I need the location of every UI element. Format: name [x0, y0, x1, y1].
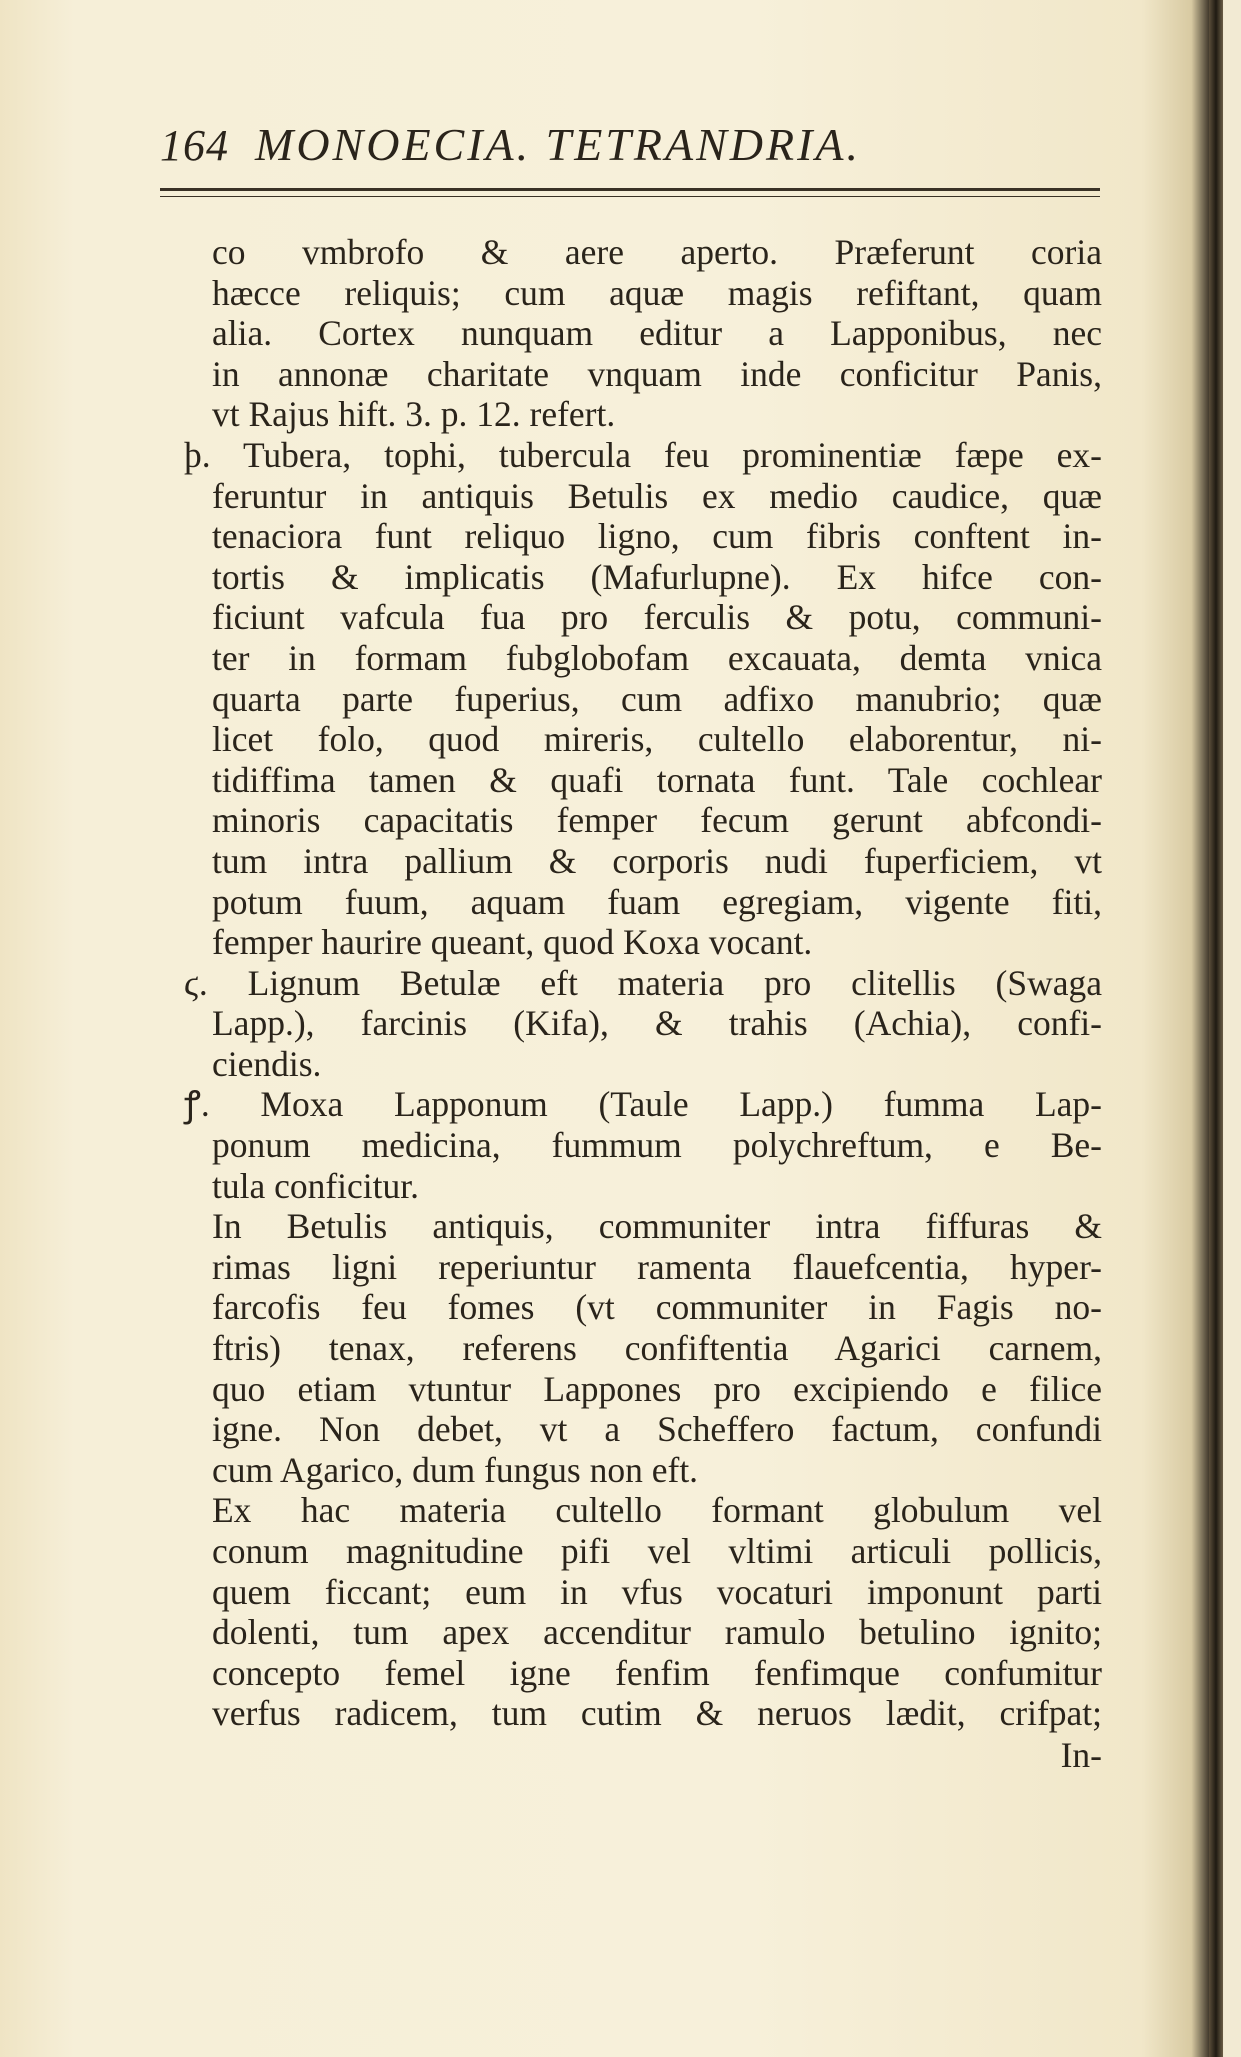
text-line: vt Rajus hift. 3. p. 12. refert.: [212, 394, 616, 435]
text-line: igne. Non debet, vt a Scheffero factum, confundi: [212, 1409, 1102, 1450]
text-line: tula conficitur.: [212, 1165, 420, 1206]
text-line: þ. Tubera, tophi, tubercula feu prominentiæ fæpe ex-: [184, 434, 1102, 475]
text-line: licet folo, quod mireris, cultello elaborentur, ni-: [212, 719, 1102, 760]
running-title: MONOECIA. TETRANDRIA.: [255, 119, 862, 170]
header-rule: [160, 188, 1100, 197]
text-line: hæcce reliquis; cum aquæ magis refiftant, quam: [212, 272, 1102, 313]
text-line: rimas ligni reperiuntur ramenta flauefcentia, hyper-: [212, 1246, 1102, 1287]
text-line: quem ficcant; eum in vfus vocaturi imponunt parti: [212, 1571, 1102, 1612]
text-line: alia. Cortex nunquam editur a Lapponibus, nec: [212, 313, 1102, 354]
text-line: potum fuum, aquam fuam egregiam, vigente fiti,: [212, 881, 1102, 922]
text-line: minoris capacitatis femper fecum gerunt abfcondi-: [212, 800, 1102, 841]
text-line: verfus radicem, tum cutim & neruos lædit, crifpat;: [212, 1693, 1102, 1734]
text-line: feruntur in antiquis Betulis ex medio caudice, quæ: [212, 475, 1102, 516]
text-line: ftris) tenax, referens confiftentia Agarici carnem,: [212, 1328, 1102, 1369]
catchword: In-: [1060, 1734, 1102, 1775]
text-line: tenaciora funt reliquo ligno, cum fibris conftent in-: [212, 516, 1102, 557]
text-line: dolenti, tum apex accenditur ramulo betulino ignito;: [212, 1612, 1102, 1653]
text-line: ciendis.: [212, 1043, 322, 1084]
text-line: quarta parte fuperius, cum adfixo manubrio; quæ: [212, 678, 1102, 719]
page-header: [160, 118, 1100, 171]
text-line: ϛ. Lignum Betulæ eft materia pro clitellis (Swaga: [184, 962, 1102, 1003]
text-line: tidiffima tamen & quafi tornata funt. Tale cochlear: [212, 759, 1102, 800]
text-line: co vmbrofo & aere aperto. Præferunt coria: [212, 232, 1102, 272]
text-line: ficiunt vafcula fua pro ferculis & potu, communi-: [212, 597, 1102, 638]
text-line: ter in formam fubglobofam excauata, demta vnica: [212, 637, 1102, 678]
text-line: conum magnitudine pifi vel vltimi articuli pollicis,: [212, 1531, 1102, 1571]
text-line: ponum medicina, fummum polychreftum, e Be-: [212, 1125, 1102, 1166]
text-line: in annonæ charitate vnquam inde conficitur Panis,: [212, 353, 1102, 394]
text-line: concepto femel igne fenfim fenfimque confumitur: [212, 1652, 1102, 1693]
text-line: In Betulis antiquis, communiter intra fiffuras &: [212, 1206, 1102, 1247]
text-line: cum Agarico, dum fungus non eft.: [212, 1449, 699, 1490]
text-line: femper haurire queant, quod Koxa vocant.: [212, 922, 813, 963]
text-line: Lapp.), farcinis (Kifa), & trahis (Achia), confi-: [212, 1003, 1102, 1044]
text-line: tortis & implicatis (Mafurlupne). Ex hifce con-: [212, 556, 1102, 597]
text-line: quo etiam vtuntur Lappones pro excipiendo e filice: [212, 1368, 1102, 1409]
page-number: 164: [160, 121, 229, 170]
text-line: ꝭ. Moxa Lapponum (Taule Lapp.) fumma Lap-: [184, 1084, 1102, 1125]
book-spine-edge: [1209, 0, 1223, 2057]
text-line: farcofis feu fomes (vt communiter in Fagis no-: [212, 1287, 1102, 1328]
text-line: tum intra pallium & corporis nudi fuperficiem, vt: [212, 840, 1102, 881]
text-line: Ex hac materia cultello formant globulum vel: [212, 1490, 1102, 1531]
body-text: [184, 232, 1102, 1776]
